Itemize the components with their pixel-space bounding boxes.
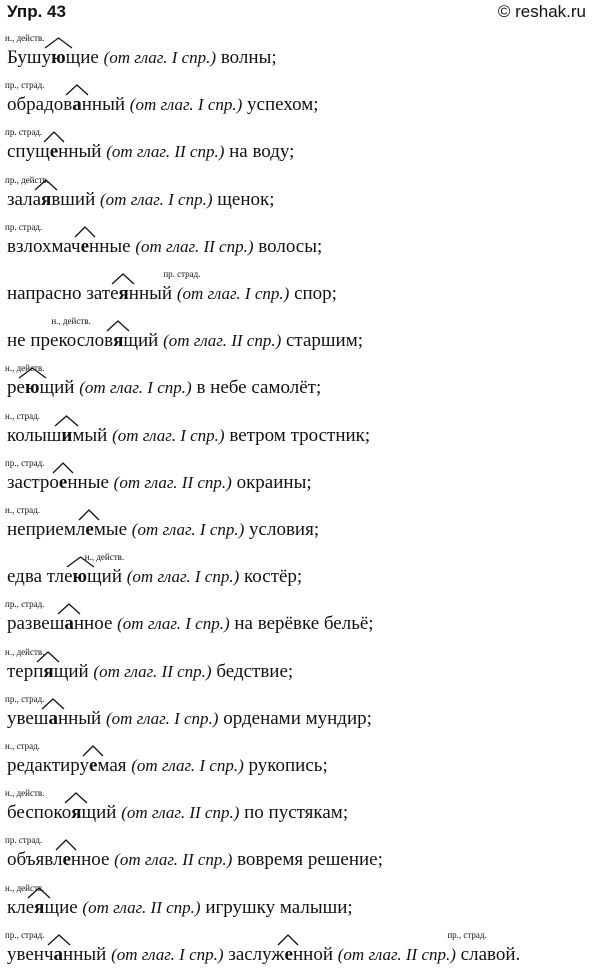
exercise-line: [7, 552, 303, 588]
line-rest-text: волны;: [220, 47, 277, 68]
suffix-arc-path: [28, 888, 50, 898]
word-part: нный: [81, 94, 126, 116]
exercise-line: [5, 599, 374, 635]
suffix-vowel: е: [284, 943, 293, 965]
word-part: беспоко: [7, 802, 72, 824]
suffix-arc-path: [55, 416, 78, 426]
suffix-arc-mark: [107, 320, 129, 332]
line-rest-text: рукопись;: [248, 755, 328, 776]
participle-label: н., действ.: [5, 33, 45, 43]
suffix-arc-path: [65, 793, 87, 803]
participle-label: пр. страд.: [5, 127, 43, 138]
participle-word: [5, 599, 113, 635]
suffix-arc-path: [75, 227, 95, 237]
exercise-line: [7, 316, 364, 352]
exercise-line: [5, 410, 371, 446]
suffix-arc-path: [53, 463, 73, 473]
line-rest-text: игрушку малыши;: [205, 896, 353, 918]
word-part: щий: [39, 377, 75, 399]
participle-word: [86, 269, 201, 304]
suffix-vowel: я: [34, 896, 45, 918]
participle-label: пр., действ.: [5, 174, 49, 185]
word-part: нный: [57, 707, 102, 729]
conjugation-note: (от глаг. II спр.): [121, 803, 240, 823]
word-part: кле: [7, 896, 35, 918]
word-part: увеш: [7, 707, 49, 729]
word-part: обрадов: [7, 94, 73, 116]
line-rest-text: в небе самолёт;: [196, 377, 322, 399]
participle-word: [5, 410, 108, 446]
suffix-arc-mark: [56, 839, 76, 851]
line-rest-text: славой.: [460, 943, 521, 965]
participle-word: [5, 693, 102, 729]
suffix-vowel: е: [80, 235, 90, 257]
suffix-arc-path: [37, 652, 59, 662]
word-part: нной: [292, 943, 333, 965]
exercise-line: [7, 269, 337, 304]
suffix-arc-mark: [65, 792, 87, 804]
conjugation-note: (от глаг. I спр.): [131, 520, 245, 539]
participle-word: [5, 835, 110, 871]
suffix-vowel: и: [61, 424, 73, 446]
suffix-arc-mark: [79, 509, 99, 521]
word-part: мая: [97, 755, 127, 776]
participle-word: [5, 127, 102, 163]
conjugation-note: (от глаг. II спр.): [106, 142, 225, 162]
suffix-arc-path: [112, 274, 134, 284]
exercise-line: [5, 835, 383, 871]
line-lead-text: не: [7, 330, 31, 352]
suffix-vowel: я: [43, 660, 54, 682]
conjugation-note: (от глаг. I спр.): [103, 48, 217, 67]
exercise-line: [5, 127, 295, 163]
word-part: мый: [72, 424, 108, 446]
suffix-arc-mark: [28, 887, 50, 899]
suffix-arc-path: [79, 510, 99, 520]
participle-label: пр. страд.: [163, 269, 201, 279]
participle-label: пр., страд.: [5, 929, 45, 940]
suffix-arc-mark: [45, 37, 72, 49]
word-part: нный: [63, 943, 107, 965]
word-part: щие: [44, 896, 78, 918]
suffix-arc-path: [44, 132, 64, 142]
line-rest-text: орденами мундир;: [223, 707, 372, 729]
participle-word: [5, 221, 131, 257]
suffix-arc-mark: [75, 226, 95, 238]
participle-word: [5, 80, 126, 116]
suffix-vowel: е: [62, 849, 71, 871]
exercise-line: [5, 363, 322, 399]
word-part: нное: [70, 849, 110, 871]
participle-label: н., страд.: [5, 741, 40, 751]
conjugation-note: (от глаг. II спр.): [163, 331, 282, 351]
exercise-line: [5, 457, 312, 493]
conjugation-note: (от глаг. II спр.): [135, 236, 254, 256]
word-part: щий: [123, 330, 159, 352]
word-part: нные: [67, 471, 109, 493]
participle-label: н., действ.: [5, 882, 45, 893]
exercise-line: [5, 505, 320, 540]
suffix-vowel: я: [41, 188, 52, 210]
participle-word: [5, 646, 89, 682]
suffix-vowel: а: [53, 943, 64, 965]
conjugation-note: (от глаг. I спр.): [129, 95, 243, 115]
participle-word: [5, 741, 127, 776]
conjugation-note: (от глаг. I спр.): [100, 189, 213, 209]
participle-label: н., действ.: [5, 363, 45, 374]
suffix-vowel: е: [88, 755, 98, 776]
suffix-vowel: е: [85, 519, 94, 540]
participle-label: н., страд.: [5, 505, 40, 515]
suffix-vowel: я: [113, 330, 124, 352]
word-part: редактиру: [7, 755, 89, 776]
suffix-arc-mark: [112, 273, 134, 285]
conjugation-note: (от глаг. I спр.): [105, 708, 219, 728]
suffix-arc-path: [58, 604, 80, 614]
exercise-title: Упр. 43: [7, 2, 66, 21]
participle-label: пр., страд.: [5, 693, 45, 704]
suffix-arc-mark: [83, 745, 103, 757]
exercise-line: [5, 929, 521, 965]
suffix-arc-path: [35, 180, 57, 190]
suffix-arc-mark: [278, 934, 298, 946]
suffix-arc-mark: [44, 131, 64, 143]
line-lead-text: напрасно: [7, 283, 87, 304]
participle-label: н., действ.: [5, 788, 45, 799]
word-part: объявл: [7, 849, 63, 871]
line-rest-text: окраины;: [236, 471, 312, 493]
participle-word: [5, 33, 99, 68]
word-part: нное: [73, 613, 113, 635]
line-rest-text: волосы;: [258, 235, 323, 257]
conjugation-note: (от глаг. I спр.): [111, 944, 224, 964]
suffix-vowel: я: [118, 283, 129, 304]
suffix-arc-path: [278, 935, 298, 945]
exercise-line: [5, 788, 349, 824]
suffix-arc-mark: [66, 84, 88, 96]
suffix-arc-path: [48, 935, 70, 945]
participle-label: н., действ.: [5, 646, 45, 657]
line-rest-text: условия;: [249, 519, 320, 540]
word-part: зала: [7, 188, 42, 210]
participle-word: [30, 316, 159, 352]
suffix-vowel: е: [49, 141, 59, 163]
word-part: ре: [7, 377, 25, 399]
line-rest-text: щенок;: [217, 188, 275, 210]
suffix-arc-path: [42, 699, 64, 709]
suffix-arc-path: [83, 746, 103, 756]
word-part: терп: [7, 660, 44, 682]
conjugation-note: (от глаг. I спр.): [176, 284, 290, 303]
line-rest-text: вовремя решение;: [237, 849, 383, 871]
suffix-arc-path: [19, 368, 46, 378]
suffix-arc-mark: [37, 651, 59, 663]
conjugation-note: (от глаг. II спр.): [114, 850, 233, 870]
exercise-line: [5, 693, 372, 729]
participle-word: [5, 174, 96, 210]
word-part: прекослов: [30, 330, 114, 352]
word-part: щий: [53, 660, 89, 682]
participle-word: [5, 788, 117, 824]
suffix-arc-path: [45, 38, 72, 48]
participle-word: [5, 882, 78, 918]
conjugation-note: (от глаг. II спр.): [82, 897, 201, 917]
suffix-arc-mark: [53, 462, 73, 474]
participle-label: пр., страд.: [5, 599, 45, 610]
line-rest-text: по пустякам;: [244, 802, 349, 824]
line-lead-text: едва: [7, 566, 47, 588]
participle-label: пр., страд.: [447, 929, 487, 940]
participle-label: пр. страд.: [5, 835, 43, 846]
conjugation-note: (от глаг. I спр.): [117, 614, 230, 634]
word-part: нный: [58, 141, 102, 163]
word-part: вший: [51, 188, 96, 210]
line-rest-text: бедствие;: [216, 660, 294, 682]
word-part: неприемл: [7, 519, 86, 540]
line-rest-text: на воду;: [229, 141, 295, 163]
line-rest-text: на верёвке бельё;: [234, 613, 374, 635]
suffix-vowel: ю: [51, 47, 66, 68]
word-part: развеш: [7, 613, 65, 635]
exercise-line: [5, 80, 319, 116]
suffix-arc-mark: [19, 367, 46, 379]
suffix-arc-path: [56, 840, 76, 850]
suffix-arc-mark: [55, 415, 78, 427]
suffix-vowel: а: [64, 613, 74, 635]
line-rest-text: костёр;: [244, 566, 303, 588]
conjugation-note: (от глаг. II спр.): [113, 472, 232, 492]
suffix-arc-path: [66, 85, 88, 95]
participle-label: н., действ.: [84, 552, 125, 563]
word-part: мые: [93, 519, 128, 540]
word-part: застро: [7, 471, 59, 493]
suffix-arc-mark: [58, 603, 80, 615]
participle-label: н., действ.: [51, 316, 91, 327]
conjugation-note: (от глаг. I спр.): [131, 756, 244, 775]
suffix-arc-mark: [48, 934, 70, 946]
line-rest-text: успехом;: [247, 94, 319, 116]
conjugation-note: (от глаг. II спр.): [93, 661, 212, 681]
participle-word: [5, 505, 128, 540]
exercise-line: [5, 33, 277, 68]
participle-label: пр., страд.: [5, 80, 45, 91]
conjugation-note: (от глаг. I спр.): [79, 378, 192, 398]
conjugation-note: (от глаг. I спр.): [112, 425, 225, 445]
suffix-vowel: а: [48, 707, 58, 729]
suffix-arc-mark: [42, 698, 64, 710]
word-part: заслуж: [228, 943, 285, 965]
word-part: щий: [87, 566, 123, 588]
participle-label: пр. страд.: [5, 221, 43, 232]
participle-word: [46, 552, 125, 588]
suffix-vowel: е: [58, 471, 68, 493]
word-part: спущ: [7, 141, 50, 163]
suffix-vowel: ю: [72, 566, 88, 588]
participle-word: [5, 457, 109, 493]
line-rest-text: ветром тростник;: [229, 424, 371, 446]
exercise-line: [5, 221, 323, 257]
word-part: колыш: [7, 424, 62, 446]
line-rest-text: спор;: [294, 283, 337, 304]
word-part: щие: [65, 47, 99, 68]
participle-word: [5, 363, 75, 399]
suffix-arc-mark: [67, 556, 94, 568]
conjugation-note: (от глаг. II спр.): [337, 944, 456, 964]
suffix-vowel: я: [71, 802, 82, 824]
suffix-arc-path: [107, 321, 129, 331]
word-part: зате: [86, 283, 119, 304]
exercise-line: [5, 741, 328, 776]
suffix-vowel: а: [72, 94, 82, 116]
word-part: щий: [81, 802, 117, 824]
word-part: Бушу: [7, 47, 52, 68]
word-part: взлохмач: [7, 235, 81, 257]
site-watermark: © reshak.ru: [497, 2, 586, 21]
word-part: тле: [46, 566, 73, 588]
conjugation-note: (от глаг. I спр.): [126, 567, 240, 587]
exercise-line: [5, 174, 275, 210]
suffix-arc-mark: [35, 179, 57, 191]
suffix-vowel: ю: [24, 377, 40, 399]
suffix-arc-path: [67, 557, 94, 567]
word-part: нные: [89, 235, 131, 257]
participle-word: [5, 929, 107, 965]
word-part: нный: [128, 283, 173, 304]
participle-label: пр., страд.: [5, 457, 45, 468]
line-rest-text: старшим;: [286, 330, 364, 352]
word-part: увенч: [7, 943, 54, 965]
exercise-line: [5, 646, 294, 682]
participle-label: н., страд.: [5, 410, 40, 421]
exercise-line: [5, 882, 353, 918]
